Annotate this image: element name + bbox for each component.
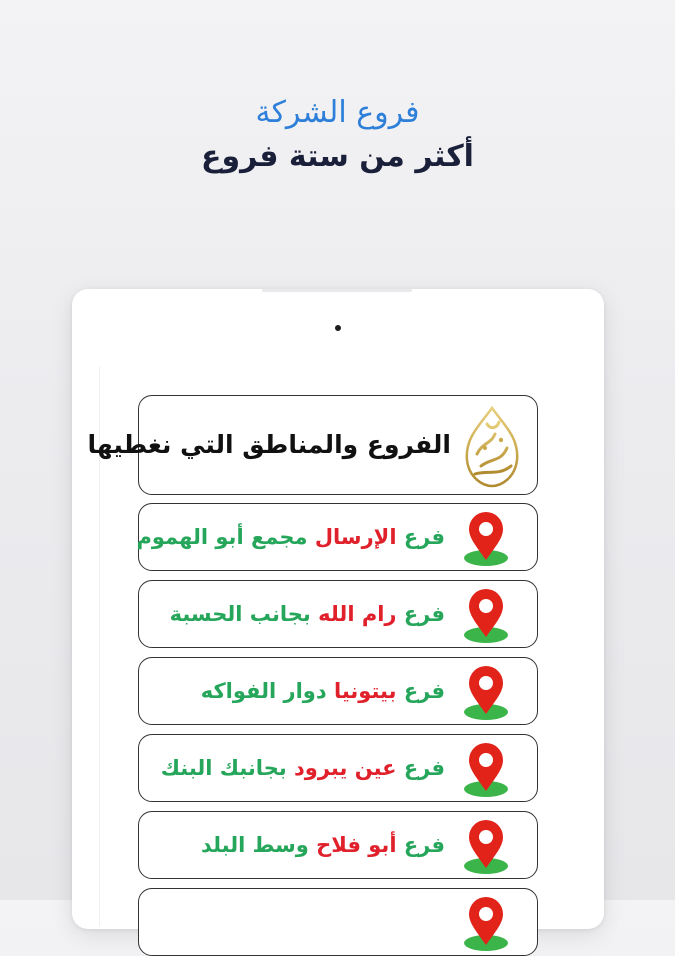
headline-subtitle: أكثر من ستة فروع bbox=[201, 139, 474, 174]
tablet-frame bbox=[72, 289, 604, 929]
branch-card-4[interactable] bbox=[138, 734, 538, 802]
location-pin-icon bbox=[459, 510, 513, 568]
branch-card-3[interactable] bbox=[138, 657, 538, 725]
location-pin-icon bbox=[459, 895, 513, 953]
location-pin-icon bbox=[459, 741, 513, 799]
branch-card-5[interactable] bbox=[138, 811, 538, 879]
branch-label: فرع أبو فلاح وسط البلد bbox=[200, 833, 445, 857]
arabic-calligraphy-logo-icon bbox=[457, 404, 527, 488]
tablet-top-edge bbox=[262, 289, 412, 292]
branch-label: فرع بيتونيا دوار الفواكه bbox=[200, 679, 445, 703]
branch-card-2[interactable] bbox=[138, 580, 538, 648]
header-title: الفروع والمناطق التي نغطيها bbox=[87, 430, 451, 459]
location-pin-icon bbox=[459, 587, 513, 645]
branch-label: فرع رام الله بجانب الحسبة bbox=[169, 602, 445, 626]
app-screen bbox=[87, 366, 578, 926]
branch-card-1[interactable] bbox=[138, 503, 538, 571]
branches-header-card bbox=[87, 395, 538, 495]
headline-title: فروع الشركة bbox=[255, 95, 420, 130]
branch-label: فرع عين يبرود بجانبك البنك bbox=[160, 756, 445, 780]
location-pin-icon bbox=[459, 664, 513, 722]
branch-card-6-partial[interactable] bbox=[138, 888, 538, 956]
tablet-camera bbox=[335, 325, 341, 331]
location-pin-icon bbox=[459, 818, 513, 876]
branch-label: فرع الإرسال مجمع أبو الهموم bbox=[136, 525, 445, 549]
promo-headline bbox=[0, 92, 675, 180]
